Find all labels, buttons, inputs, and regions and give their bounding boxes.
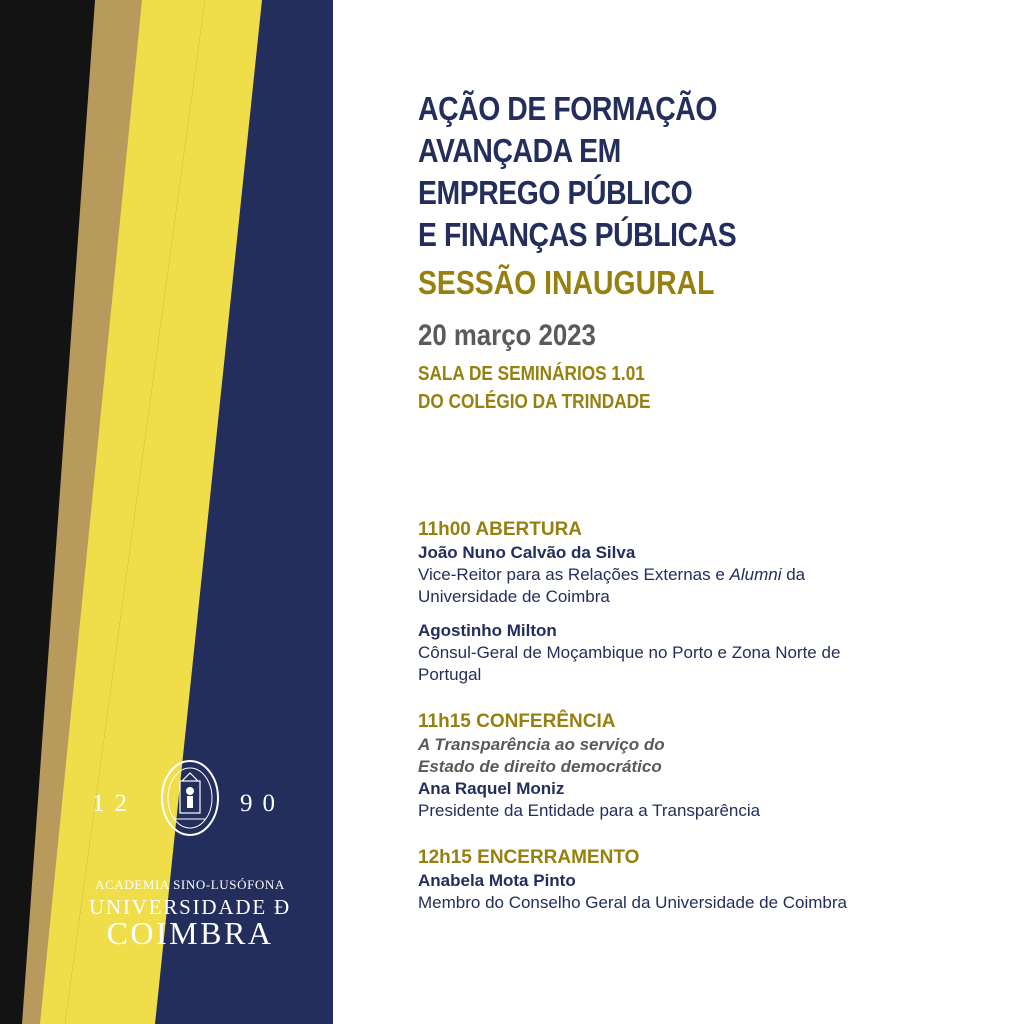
- closing-time-label: 12h15 ENCERRAMENTO: [418, 847, 640, 868]
- diagonal-stripes-graphic: [0, 0, 333, 1024]
- title-line-4: E FINANÇAS PÚBLICAS: [418, 216, 737, 253]
- year-right: 90: [240, 790, 285, 817]
- title-line-2: AVANÇADA EM: [418, 132, 621, 169]
- venue-line-2: DO COLÉGIO DA TRINDADE: [418, 391, 651, 413]
- session-title: SESSÃO INAUGURAL: [418, 264, 715, 301]
- academia-label: ACADEMIA SINO-LUSÓFONA: [95, 877, 285, 892]
- title-line-1: AÇÃO DE FORMAÇÃO: [418, 90, 717, 127]
- speaker-name: Agostinho Milton: [418, 621, 557, 640]
- role-text: da: [781, 565, 806, 584]
- venue-line-1: SALA DE SEMINÁRIOS 1.01: [418, 363, 645, 385]
- university-label: UNIVERSIDADE Đ: [89, 895, 291, 919]
- opening-time-label: 11h00 ABERTURA: [418, 519, 583, 540]
- conference-time-label: 11h15 CONFERÊNCIA: [418, 711, 616, 732]
- role-text: Vice-Reitor para as Relações Externas e: [418, 565, 730, 584]
- speaker-role: [418, 564, 1018, 586]
- speaker-name: Anabela Mota Pinto: [418, 871, 576, 890]
- speaker-name: Ana Raquel Moniz: [418, 779, 565, 798]
- coimbra-label: COIMBRA: [106, 915, 274, 951]
- speaker-role-line2: Universidade de Coimbra: [418, 587, 610, 606]
- opening-block: [418, 518, 1018, 686]
- program-schedule: [418, 518, 1018, 926]
- role-italic-text: Alumni: [729, 565, 782, 584]
- event-header: [418, 88, 1008, 416]
- talk-title-line2: Estado de direito democrático: [418, 757, 662, 776]
- title-line-3: EMPREGO PÚBLICO: [418, 174, 693, 211]
- speaker-role: Membro do Conselho Geral da Universidade de Coimbra: [418, 893, 847, 912]
- left-decorative-panel: [0, 0, 333, 1024]
- closing-block: [418, 846, 1018, 914]
- speaker-role: Presidente da Entidade para a Transparência: [418, 801, 761, 820]
- conference-block: [418, 710, 1018, 822]
- talk-title-line1: A Transparência ao serviço do: [418, 735, 665, 754]
- speaker-name: João Nuno Calvão da Silva: [418, 543, 636, 562]
- event-date: 20 março 2023: [418, 319, 596, 352]
- speaker-role: Cônsul-Geral de Moçambique no Porto e Zona Norte de: [418, 643, 841, 662]
- university-seal-icon: [160, 759, 220, 837]
- year-left: 12: [92, 790, 137, 817]
- speaker-role-line2: Portugal: [418, 665, 482, 684]
